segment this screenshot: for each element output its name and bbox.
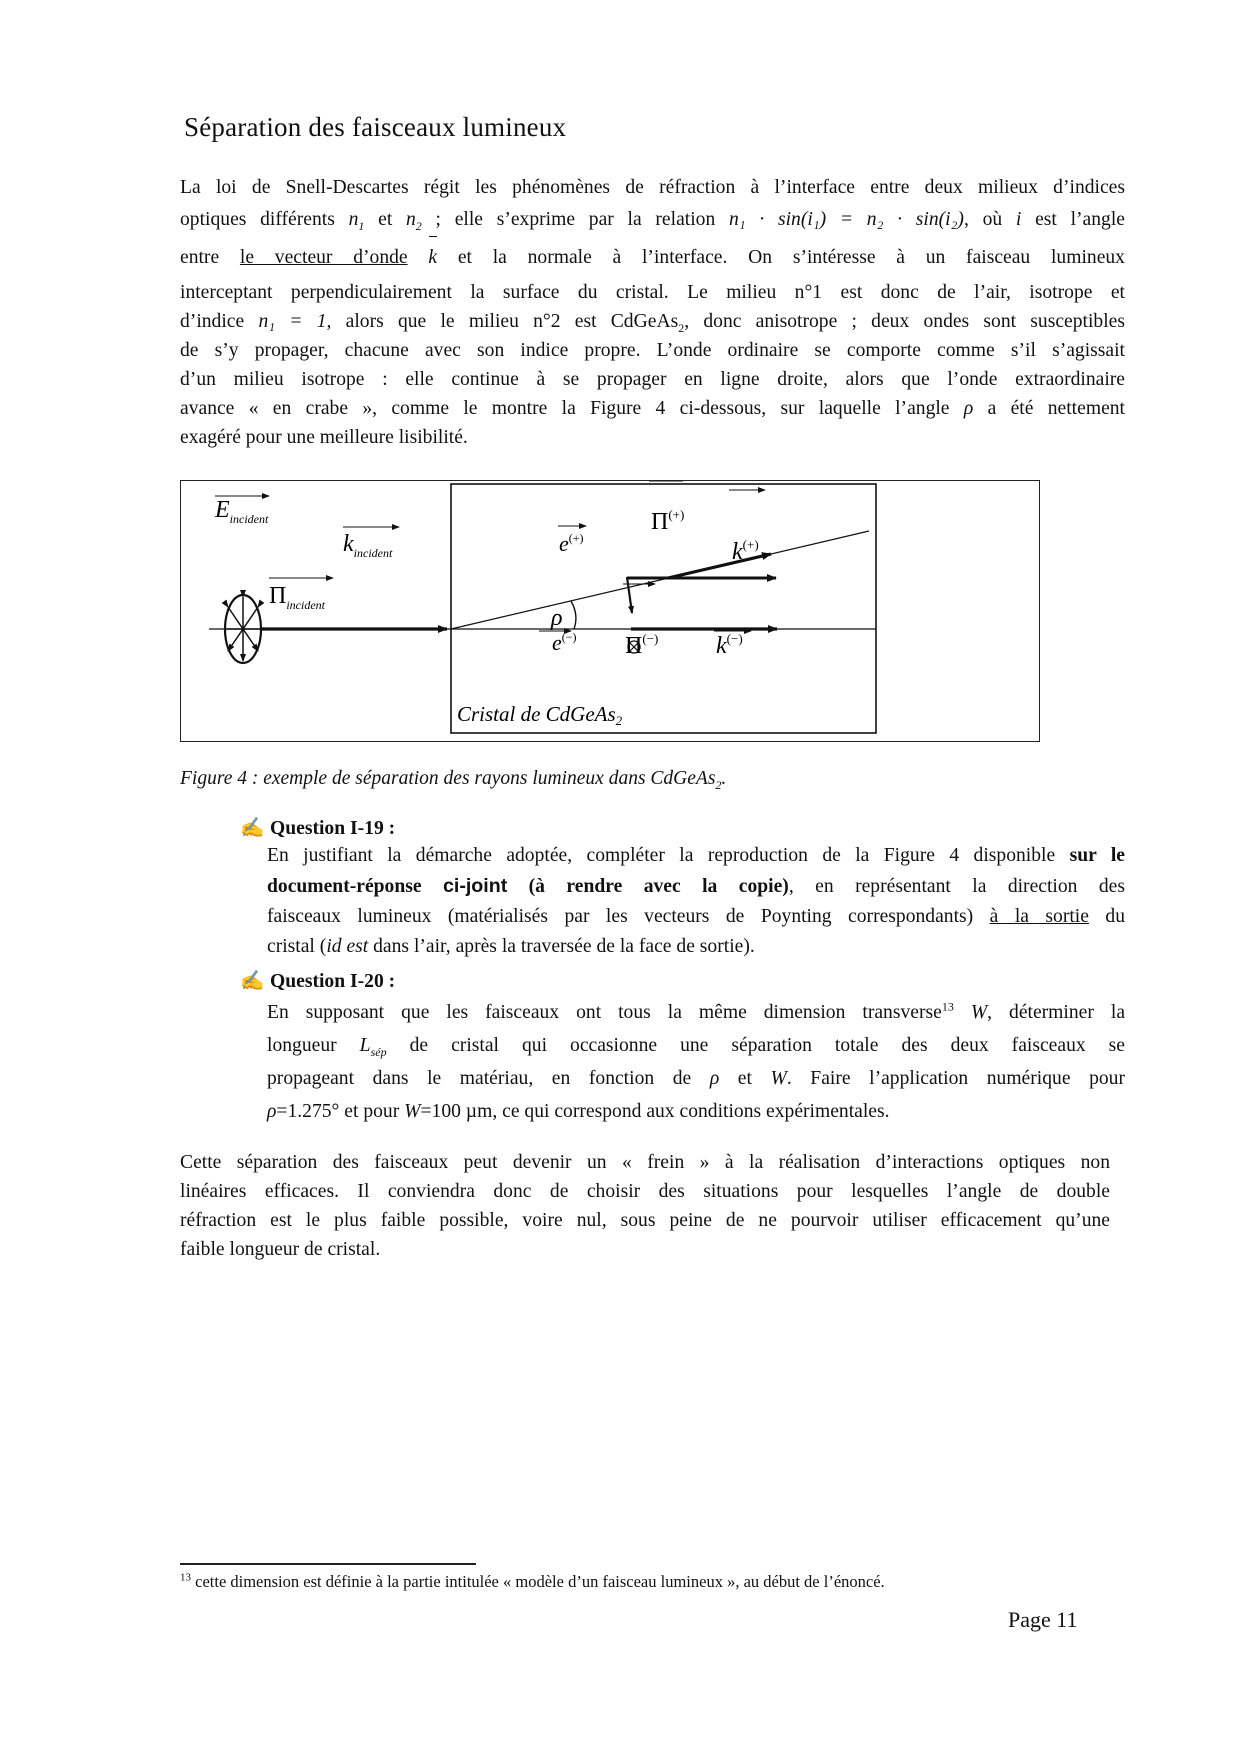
closing-paragraph: Cette séparation des faisceaux peut devenir un « frein » à la réalisation d’interactions optiques non linéaires efficaces. Il conviendra donc de choisir des situations pour lesquelles l’angle de double réfraction est le plus faible possible, voire nul, sous peine de ne pourvoir utiliser efficacement qu’une faible longueur de cristal. [180,1152,1110,1260]
figure-4-diagram [180,480,1040,742]
question-i-20-title: Question I-20 : [270,971,396,992]
question-i-19-header [240,816,395,840]
extraordinary-poynting-arrow [668,554,771,578]
extraordinary-beam-line [451,531,869,629]
math-snell-relation: n₁ · sin(i₁) = n₂ · sin(i₂) [728,209,964,230]
math-rho: ρ [963,398,974,419]
footnote-separator [180,1563,476,1565]
e-incident-label: $E_{incident}$ [215,497,269,526]
math-n1: $n_1$ [348,209,365,233]
intro-line-2: optiques différents $n_1$ et $n_2$ ; elle s’exprime par la relation n₁ · sin(i₁) = n₂ · sin(i₂), où i est l’angle [180,209,1125,233]
intro-line-8: avance « en crabe », comme le montre la Figure 4 ci-dessous, sur laquelle l’angle ρ a été nettement [180,398,1126,419]
question-i-19-title: Question I-19 : [270,818,396,839]
polarization-ellipse-icon [225,595,261,663]
crystal-label: Cristal de CdGeAs2 [457,702,623,728]
k-minus-label: k(−) [716,631,743,659]
page-number: Page 11 [1008,1607,1078,1632]
rho-angle-arc [571,601,576,629]
e-minus-label: e(−) [552,630,577,655]
intro-line-4: interceptant perpendiculairement la surface du cristal. Le milieu n°1 est donc de l’air, isotrope et [180,282,1125,303]
intro-line-3: entre le vecteur d’onde k et la normale à l’interface. On s’intéresse à un faisceau lumineux [180,238,1125,278]
figure-caption: Figure 4 : exemple de séparation des rayons lumineux dans CdGeAs$_2$. [180,768,727,792]
math-i: i [1015,209,1022,230]
intro-line-6: de s’y propager, chacune avec son indice propre. L’onde ordinaire se comporte comme s’il s’agissait [180,340,1125,361]
section-title: Séparation des faisceaux lumineux [184,112,567,142]
intro-line-1: La loi de Snell-Descartes régit les phénomènes de réfraction à l’interface entre deux milieux d’indices [180,177,1125,198]
question-i-19-body: En justifiant la démarche adoptée, compléter la reproduction de la Figure 4 disponible sur le document-réponse ci-joint (à rendre avec la copie), en représentant la direction des faisceaux lumineux (matérialisés par les vecteurs de Poynting correspondants) à la sortie du cristal (id est dans l’air, après la traversée de la face de sortie). [267,845,1126,957]
intro-line-7: d’un milieu isotrope : elle continue à se propager en ligne droite, alors que l’onde extraordinaire [180,369,1125,390]
pencil-writing-icon: ✍ [240,818,265,839]
pencil-writing-icon: ✍ [240,971,265,992]
intro-line-9: exagéré pour une meilleure lisibilité. [180,427,468,448]
rho-label: ρ [551,605,563,631]
pi-plus-label: Π(+) [651,507,685,535]
k-plus-label: k(+) [732,537,759,565]
math-n2: $n_2$ [406,209,422,233]
math-n1-equals-1: n₁ = 1 [258,311,327,332]
math-k-vector: k [428,238,437,278]
pi-incident-label: $\Pi_{incident}$ [269,583,325,612]
e-plus-label: e(+) [559,531,584,556]
intro-line-5: d’indice n₁ = 1, alors que le milieu n°2 est CdGeAs$_2$, donc anisotrope ; deux ondes sont susceptibles [180,311,1125,335]
intro-paragraph [180,173,1125,452]
k-incident-label: $k_{incident}$ [343,531,393,560]
beam-separation-diagram [181,481,1041,743]
pi-minus-label: Π(−) [625,631,659,659]
underlined-wave-vector: le vecteur d’onde [239,247,408,268]
e-plus-arrow [627,577,632,613]
question-i-20-header [240,969,395,993]
question-i-20-body: En supposant que les faisceaux ont tous la même dimension transverse$^{13}$ W, déterminer la longueur $L_{sép}$ de cristal qui occasionne une séparation totale des deux faisceaux se propageant dans le matériau, en fonction de ρ et W. Faire l’application numérique pour ρ=1.275° et pour W=100 µm, ce qui correspond aux conditions expérimentales. [267,999,1126,1122]
footnote: $^{13}$ cette dimension est définie à la partie intitulée « modèle d’un faisceau lumineux », au début de l’énoncé. [180,1571,885,1591]
